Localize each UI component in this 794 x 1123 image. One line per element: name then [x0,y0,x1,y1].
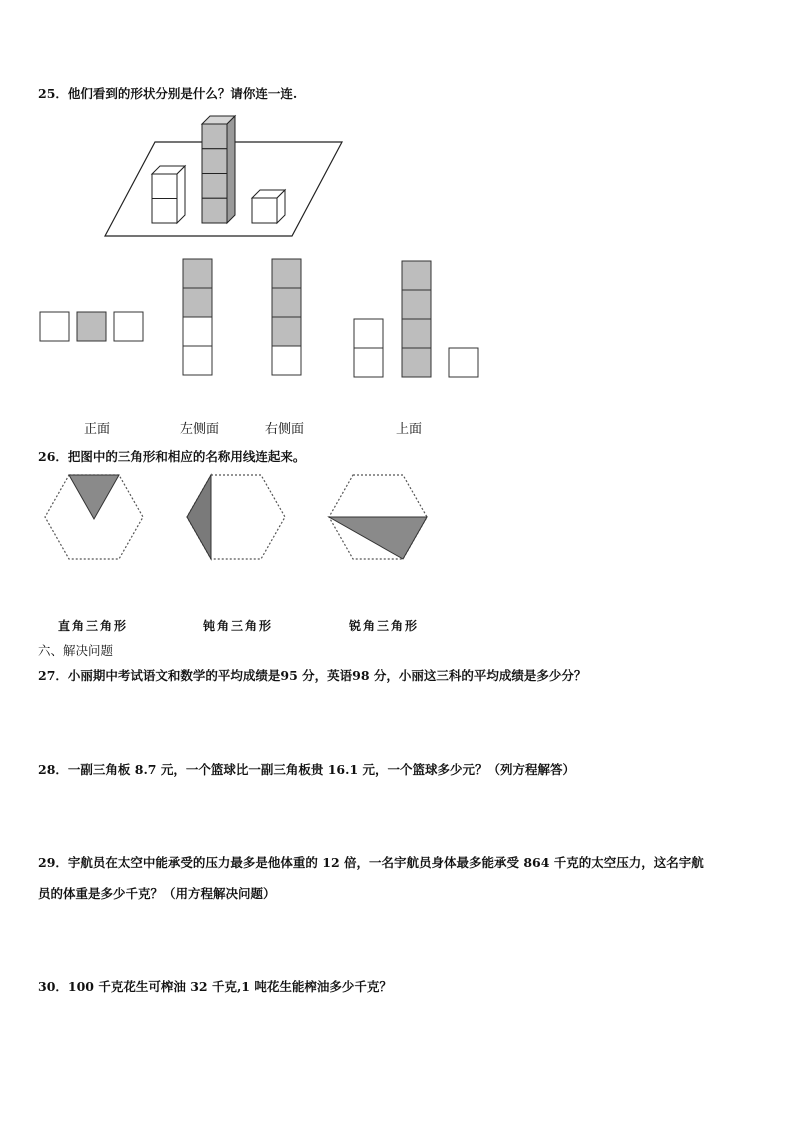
hexagon-figure-3 [327,473,429,563]
view-label-top: 上面 [396,422,423,437]
question-26: 26．把图中的三角形和相应的名称用线连起来。 [38,449,306,464]
question-27: 27．小丽期中考试语文和数学的平均成绩是95 分，英语98 分，小丽这三科的平均成绩是多少分？ [38,668,587,683]
view-label-right: 右侧面 [265,422,305,437]
view-label-front: 正面 [84,422,111,437]
triangle-label-obtuse: 钝角三角形 [203,619,274,633]
section-title: 六、解决问题 [38,643,114,658]
view-label-left: 左侧面 [180,422,220,437]
triangle-label-acute: 锐角三角形 [349,619,420,633]
question-29-line-2: 员的体重是多少千克？（用方程解决问题） [38,886,276,901]
question-29-line-1: 29．宇航员在太空中能承受的压力最多是他体重的 12 倍，一名宇航员身体最多能承受 864 千克的太空压力，这名宇航 [38,855,704,870]
cube-arrangement-figure [100,110,350,240]
question-30: 30．100 千克花生可榨油 32 千克,1 吨花生能榨油多少千克？ [38,979,392,994]
hexagon-figure-1 [43,473,145,563]
hexagon-figure-2 [185,473,287,563]
question-28: 28．一副三角板 8.7 元，一个篮球比一副三角板贵 16.1 元，一个篮球多少元？（列方程解答） [38,762,575,777]
question-25: 25．他们看到的形状分别是什么？请你连一连. [38,86,298,101]
triangle-label-right: 直角三角形 [58,619,129,633]
view-shapes-figure [36,256,486,381]
